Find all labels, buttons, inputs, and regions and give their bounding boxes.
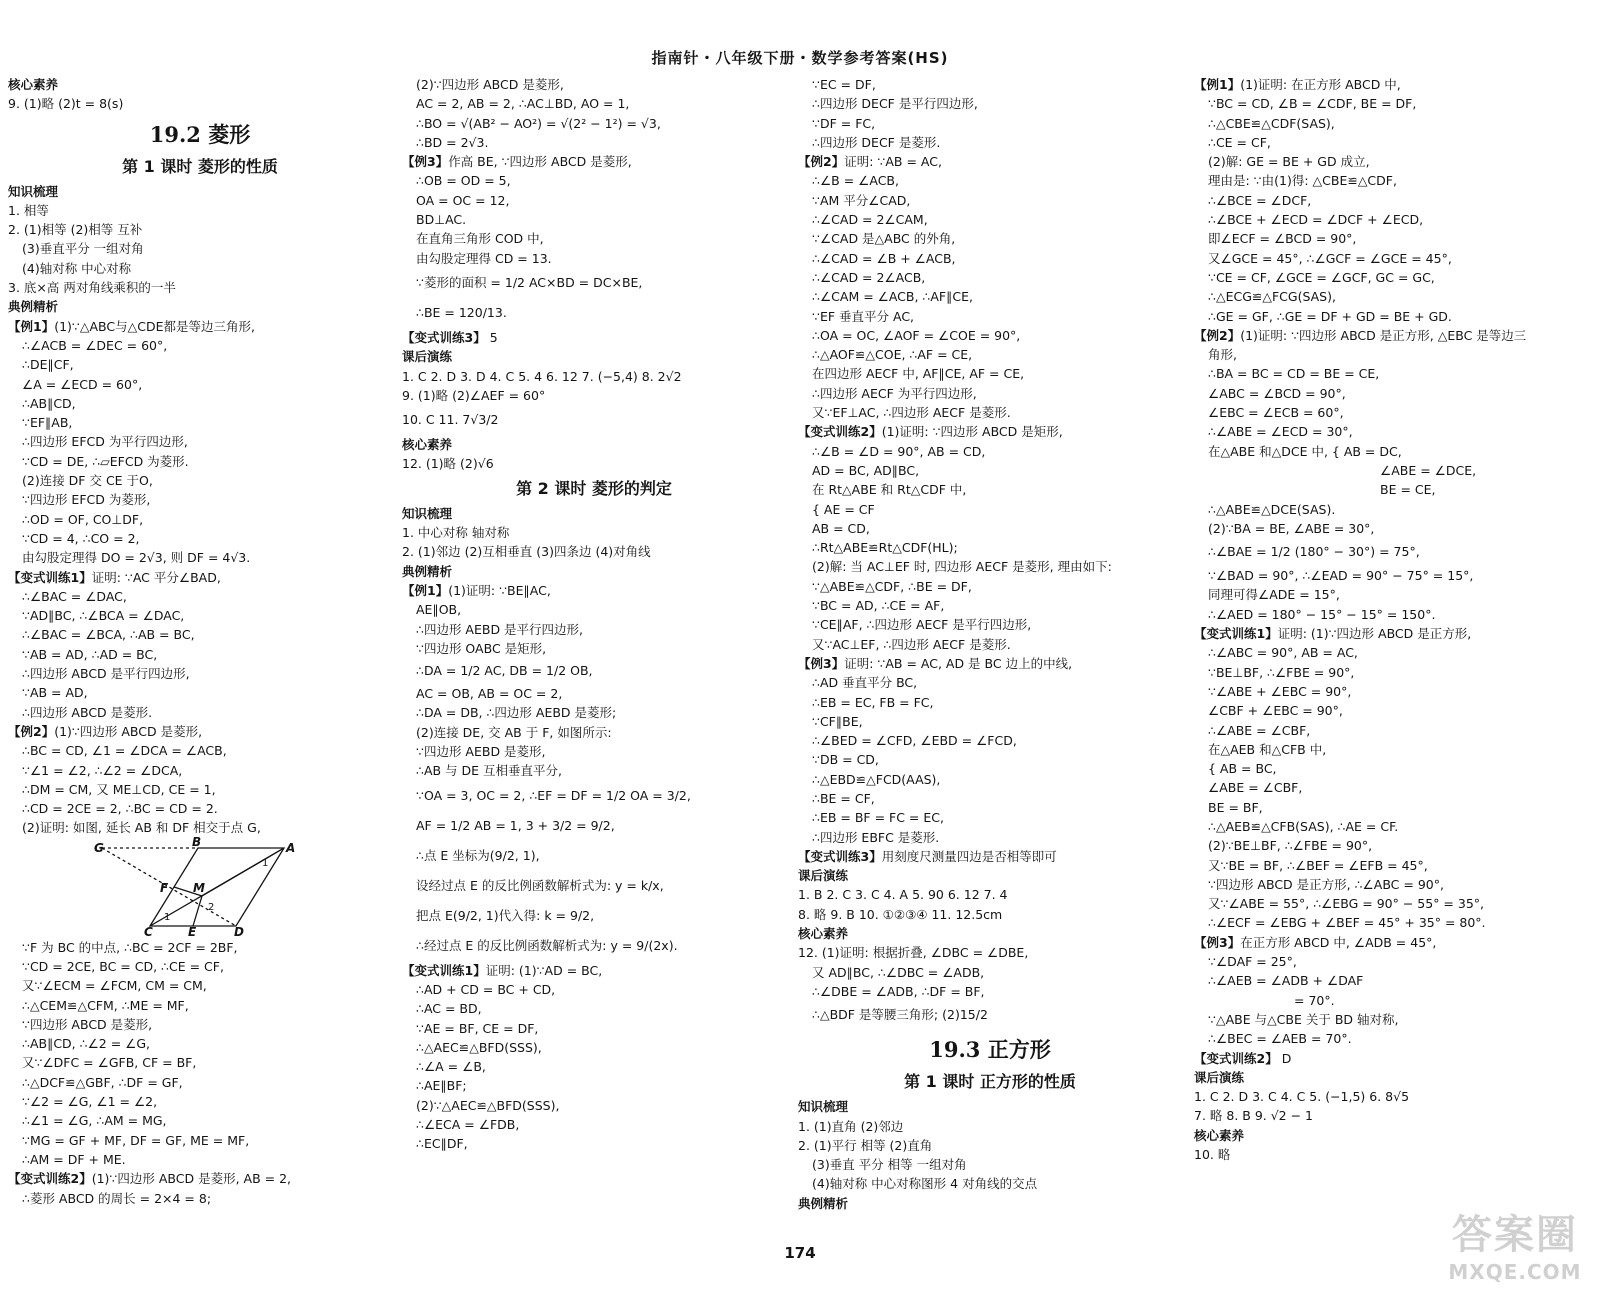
answer-line (8, 317, 392, 336)
answer-line: ∵四边形 EFCD 为菱形, (22, 492, 151, 508)
answer-line: 3. 底×高 两对角线乘积的一半 (8, 280, 176, 296)
answer-line: 12. (1)证明: 根据折叠, ∠DBC = ∠DBE, (798, 945, 1029, 961)
answer-line (8, 1169, 392, 1188)
answer-line: ∴∠ABE = ∠CBF, (1208, 722, 1311, 738)
answer-line: ∴AM = DF + ME. (22, 1151, 126, 1167)
line-text: 用刻度尺测量四边是否相等即可 (881, 848, 1057, 864)
answer-line: ∴△EBD≌△FCD(AAS), (812, 771, 941, 787)
answer-line: 1. B 2. C 3. C 4. A 5. 90 6. 12 7. 4 (798, 887, 1008, 903)
line-text: 证明: ∵AC 平分∠BAD, (91, 569, 221, 585)
page-number: 174 (784, 1244, 816, 1262)
answer-line (402, 961, 786, 980)
answer-line: 由勾股定理得 CD = 13. (416, 250, 552, 266)
column-3 (798, 75, 1182, 1235)
answer-line: 9. (1)略 (2)∠AEF = 60° (402, 387, 546, 403)
answer-line: ∵菱形的面积 = 1/2 AC×BD = DC×BE, (416, 274, 643, 290)
answer-line: ∴△DCF≌△GBF, ∴DF = GF, (22, 1074, 183, 1090)
answer-line: ∵CF∥BE, (812, 713, 863, 729)
answer-line: ∵CD = 2CE, BC = CD, ∴CE = CF, (22, 958, 224, 974)
answer-line: BE = CE, (1380, 482, 1436, 498)
answer-line: ∴△AEB≌△CFB(SAS), ∴AE = CF. (1208, 818, 1399, 834)
answer-line (1194, 326, 1578, 345)
answer-line: ∴AD + CD = BC + CD, (416, 981, 556, 997)
answer-line: ∵四边形 ABCD 是菱形, (22, 1016, 153, 1032)
lesson-title: 第 1 课时 菱形的性质 (122, 156, 278, 176)
answer-line: { AE = CF (812, 501, 875, 517)
example-tag: 【变式训练2】 (798, 424, 882, 440)
figure-label-b: B (192, 834, 202, 849)
answer-line: ∴BE = 120/13. (416, 304, 507, 320)
section-heading: 典例精析 (402, 563, 453, 579)
answer-line: ∴BA = BC = CD = BE = CE, (1208, 366, 1380, 382)
answer-line: ∴△CBE≌△CDF(SAS), (1208, 115, 1335, 131)
answer-line: (2)连接 DF 交 CE 于O, (22, 473, 153, 489)
answer-line: ∴OD = OF, CO⊥DF, (22, 511, 144, 527)
figure-label-e: E (188, 924, 197, 939)
watermark-url: MXQE.COM (1448, 1260, 1582, 1284)
answer-line: ∴△ECG≌△FCG(SAS), (1208, 289, 1336, 305)
answer-line: ∴AB∥CD, (22, 395, 76, 411)
answer-line: ∴BE = CF, (812, 790, 875, 806)
answer-line: 1. (1)直角 (2)邻边 (798, 1118, 904, 1134)
rhombus-figure (94, 834, 296, 939)
example-tag: 【例1】 (8, 318, 55, 334)
answer-line: ∴∠ECA = ∠FDB, (416, 1116, 520, 1132)
answer-line: ∵AE = BF, CE = DF, (416, 1020, 539, 1036)
watermark-logo-text: 答案圈 (1452, 1212, 1578, 1258)
answer-line: { AB = BC, (1208, 761, 1277, 777)
answer-line: ∴∠CAD = 2∠CAM, (812, 212, 928, 228)
answer-line: 角形, (1208, 347, 1237, 363)
lesson-title: 第 2 课时 菱形的判定 (516, 478, 672, 498)
answer-line: ∴△AOF≌△COE, ∴AF = CE, (812, 347, 973, 363)
line-text: (1)证明: ∵BE∥AC, (448, 582, 551, 598)
answer-line: ∴△ABE≌△DCE(SAS). (1208, 501, 1336, 517)
answer-line: ∵EF∥AB, (22, 415, 73, 431)
answer-line: ∴OB = OD = 5, (416, 173, 511, 189)
answer-line: ∴EB = BF = FC = EC, (812, 810, 944, 826)
answer-line: ∵CD = 4, ∴CO = 2, (22, 530, 140, 546)
example-tag: 【例1】 (402, 582, 449, 598)
section-heading: 课后演练 (1194, 1069, 1245, 1085)
answer-line: 12. (1)略 (2)√6 (402, 456, 494, 472)
answer-line: ∴△BDF 是等腰三角形; (2)15/2 (812, 1007, 988, 1023)
answer-line: 又∵EF⊥AC, ∴四边形 AECF 是菱形. (812, 405, 1011, 421)
line-text: (1)证明: ∵四边形 ABCD 是正方形, △EBC 是等边三 (1240, 327, 1527, 343)
answer-line: ∵四边形 ABCD 是正方形, ∴∠ABC = 90°, (1208, 876, 1444, 892)
answer-line: ∴∠A = ∠B, (416, 1059, 486, 1075)
answer-line: ∴CE = CF, (1208, 134, 1271, 150)
answer-line (1194, 1049, 1578, 1068)
answer-line: ∴经过点 E 的反比例函数解析式为: y = 9/(2x). (416, 937, 678, 953)
line-text: (1)证明: ∵四边形 ABCD 是矩形, (881, 424, 1063, 440)
line-text: 证明: (1)∵四边形 ABCD 是正方形, (1277, 626, 1472, 642)
answer-line: 1. C 2. D 3. C 4. C 5. (−1,5) 6. 8√5 (1194, 1089, 1410, 1105)
answer-line: ∴∠CAD = 2∠ACB, (812, 269, 926, 285)
answer-line: ∵∠DAF = 25°, (1208, 954, 1297, 970)
answer-line: ∵CD = DE, ∴▱EFCD 为菱形. (22, 453, 189, 469)
answer-line (402, 152, 786, 171)
example-tag: 【变式训练3】 (798, 848, 882, 864)
page-header: 指南针・八年级下册・数学参考答案(HS) (651, 49, 949, 67)
answer-line: ∵CE∥AF, ∴四边形 AECF 是平行四边形, (812, 617, 1032, 633)
answer-line: ∴DE∥CF, (22, 357, 74, 373)
answer-line: ∴∠ECF = ∠EBG + ∠BEF = 45° + 35° = 80°. (1208, 915, 1486, 931)
answer-line: ∵AD∥BC, ∴∠BCA = ∠DAC, (22, 608, 185, 624)
answer-line: 又∠GCE = 45°, ∴∠GCF = ∠GCE = 45°, (1208, 250, 1452, 266)
answer-line: ∵△ABE≌△CDF, ∴BE = DF, (812, 578, 972, 594)
answer-line: (2)解: GE = BE + GD 成立, (1208, 154, 1370, 170)
answer-line: ∴∠CAM = ∠ACB, ∴AF∥CE, (812, 289, 973, 305)
figure-label-g: G (94, 840, 104, 855)
answer-line: ∴Rt△ABE≌Rt△CDF(HL); (812, 540, 958, 556)
answer-line: ∵四边形 AEBD 是菱形, (416, 744, 546, 760)
answer-line (798, 422, 1182, 441)
answer-line: AF = 1/2 AB = 1, 3 + 3/2 = 9/2, (416, 817, 615, 833)
section-heading: 核心素养 (1194, 1127, 1245, 1143)
section-title: 19.2 菱形 (149, 121, 251, 147)
answer-line: ∴四边形 ABCD 是菱形. (22, 704, 153, 720)
answer-line (1194, 933, 1578, 952)
answer-line: ∴∠ACB = ∠DEC = 60°, (22, 337, 168, 353)
answer-line: 2. (1)邻边 (2)互相垂直 (3)四条边 (4)对角线 (402, 544, 651, 560)
answer-line: ∵CE = CF, ∠GCE = ∠GCF, GC = GC, (1208, 269, 1435, 285)
answer-line: 又∵∠ECM = ∠FCM, CM = CM, (22, 978, 207, 994)
line-text: 5 (489, 329, 498, 345)
answer-line: 设经过点 E 的反比例函数解析式为: y = k/x, (416, 877, 664, 893)
answer-line: = 70°. (1294, 992, 1335, 1008)
answer-line: ∵OA = 3, OC = 2, ∴EF = DF = 1/2 OA = 3/2, (416, 787, 691, 803)
answer-line: ∵四边形 OABC 是矩形, (416, 640, 547, 656)
answer-line: ∠A = ∠ECD = 60°, (22, 376, 143, 392)
answer-line: ∴∠ABC = 90°, AB = AC, (1208, 645, 1358, 661)
answer-line: ∴∠BEC = ∠AEB = 70°. (1208, 1031, 1352, 1047)
section-heading: 知识梳理 (8, 183, 59, 199)
answer-line: ∴△AEC≌△BFD(SSS), (416, 1039, 542, 1055)
answer-line: (2)连接 DE, 交 AB 于 F, 如图所示: (416, 724, 612, 740)
answer-line: ∴BD = 2√3. (416, 134, 489, 150)
answer-line: 8. 略 9. B 10. ①②③④ 11. 12.5cm (798, 906, 1003, 922)
example-tag: 【变式训练1】 (402, 962, 486, 978)
answer-line: 又∵BE = BF, ∴∠BEF = ∠EFB = 45°, (1208, 857, 1428, 873)
answer-line: ∴∠BCE + ∠ECD = ∠DCF + ∠ECD, (1208, 212, 1424, 228)
answer-line: ∴四边形 DECF 是平行四边形, (812, 96, 978, 112)
answer-line: 7. 略 8. B 9. √2 − 1 (1194, 1108, 1314, 1124)
line-text: 证明: (1)∵AD = BC, (485, 962, 603, 978)
example-tag: 【例3】 (1194, 934, 1241, 950)
example-tag: 【例3】 (402, 154, 449, 170)
answer-line (402, 581, 786, 600)
answer-line: ∵EC = DF, (812, 77, 876, 92)
answer-line: ∴AD 垂直平分 BC, (812, 675, 918, 691)
answer-line: ∴∠CAD = ∠B + ∠ACB, (812, 250, 956, 266)
line-text: (1)∵△ABC与△CDE都是等边三角形, (54, 318, 255, 334)
answer-line: ∵∠BAD = 90°, ∴∠EAD = 90° − 75° = 15°, (1208, 568, 1474, 584)
answer-line: (3)垂直平分 一组对角 (22, 241, 144, 257)
answer-line: ∴∠BCE = ∠DCF, (1208, 192, 1312, 208)
answer-line: ∠EBC = ∠ECB = 60°, (1208, 405, 1344, 421)
answer-line: 在△ABE 和△DCE 中, { AB = DC, (1208, 443, 1402, 459)
answer-line: 10. C 11. 7√3/2 (402, 412, 499, 428)
answer-line: ∴∠BAC = ∠DAC, (22, 588, 127, 604)
column-4 (1194, 75, 1578, 1235)
answer-line: 又∵AC⊥EF, ∴四边形 AECF 是菱形. (812, 636, 1011, 652)
figure-label-m: M (193, 880, 205, 895)
example-tag: 【变式训练2】 (8, 1171, 92, 1187)
line-text: (1)∵四边形 ABCD 是菱形, (54, 723, 203, 739)
answer-line: ∴四边形 EBFC 是菱形. (812, 829, 940, 845)
answer-line: ∴∠B = ∠ACB, (812, 173, 899, 189)
answer-line: 1. 中心对称 轴对称 (402, 525, 510, 541)
answer-line: ∴四边形 EFCD 为平行四边形, (22, 434, 188, 450)
example-tag: 【变式训练1】 (8, 569, 92, 585)
answer-line: (2)∵△AEC≌△BFD(SSS), (416, 1097, 560, 1113)
answer-line: ∵DF = FC, (812, 115, 876, 131)
lesson-title: 第 1 课时 正方形的性质 (904, 1072, 1076, 1092)
answer-line: (2)∵BE⊥BF, ∴∠FBE = 90°, (1208, 838, 1373, 854)
answer-line: ∴AC = BD, (416, 1001, 482, 1017)
answer-line: (2)证明: 如图, 延长 AB 和 DF 相交于点 G, (22, 820, 261, 836)
answer-line: ∴四边形 AECF 为平行四边形, (812, 385, 977, 401)
segment-a-m (202, 848, 284, 896)
answer-line: 1. 相等 (8, 202, 49, 218)
answer-line: ∴∠AED = 180° − 15° − 15° = 150°. (1208, 606, 1436, 622)
section-heading: 典例精析 (798, 1195, 849, 1211)
answer-line: (3)垂直 平分 相等 一组对角 (812, 1157, 967, 1173)
answer-line: ∵DB = CD, (812, 752, 879, 768)
answer-line: ∵F 为 BC 的中点, ∴BC = 2CF = 2BF, (22, 939, 238, 955)
example-tag: 【变式训练1】 (1194, 626, 1278, 642)
answer-line: ∴DA = 1/2 AC, DB = 1/2 OB, (416, 663, 593, 679)
answer-line: ∵BE⊥BF, ∴∠FBE = 90°, (1208, 664, 1355, 680)
answer-line: ∵∠2 = ∠G, ∠1 = ∠2, (22, 1094, 158, 1110)
section-heading: 核心素养 (402, 437, 453, 453)
example-tag: 【例2】 (798, 154, 845, 170)
answer-line: (2)∵BA = BE, ∠ABE = 30°, (1208, 520, 1375, 536)
answer-line: 在△AEB 和△CFB 中, (1208, 741, 1327, 757)
answer-line: 在直角三角形 COD 中, (416, 231, 544, 247)
line-text: 证明: ∵AB = AC, (844, 154, 942, 170)
answer-line: 1. C 2. D 3. D 4. C 5. 4 6. 12 7. (−5,4) 8. 2√2 (402, 368, 682, 384)
example-tag: 【变式训练2】 (1194, 1050, 1278, 1066)
answer-line: ∴∠BAE = 1/2 (180° − 30°) = 75°, (1208, 544, 1420, 560)
answer-line: BE = BF, (1208, 799, 1263, 815)
answer-line: ∴AB 与 DE 互相垂直平分, (416, 763, 562, 779)
answer-line: ∴∠ABE = ∠ECD = 30°, (1208, 424, 1353, 440)
section-title: 19.3 正方形 (929, 1037, 1051, 1063)
answer-line: AB = CD, (812, 520, 870, 536)
section-heading: 核心素养 (798, 926, 849, 942)
angle-label-1: 1 (262, 857, 269, 869)
answer-line (798, 847, 1182, 866)
line-text: 在正方形 ABCD 中, ∠ADB = 45°, (1240, 934, 1437, 950)
watermark-logo (1440, 1210, 1590, 1288)
answer-line: (2)∵四边形 ABCD 是菱形, (416, 77, 564, 92)
answer-line: ∴点 E 坐标为(9/2, 1), (416, 847, 540, 863)
answer-line: ∴AB∥CD, ∴∠2 = ∠G, (22, 1036, 151, 1052)
answer-line: BD⊥AC. (416, 212, 467, 228)
answer-line: ∵∠ABE + ∠EBC = 90°, (1208, 683, 1352, 699)
answer-line: ∵MG = GF + MF, DF = GF, ME = MF, (22, 1132, 250, 1148)
answer-line (798, 654, 1182, 673)
answer-line: ∴∠AEB = ∠ADB + ∠DAF (1208, 973, 1364, 989)
answer-line: ∴菱形 ABCD 的周长 = 2×4 = 8; (22, 1190, 212, 1206)
answer-line: ∵EF 垂直平分 AC, (812, 308, 915, 324)
answer-line: 又∵∠DFC = ∠GFB, CF = BF, (22, 1055, 197, 1071)
answer-line (8, 568, 392, 587)
column-1 (8, 75, 392, 1235)
answer-line: AD = BC, AD∥BC, (812, 462, 920, 478)
answer-line: AC = 2, AB = 2, ∴AC⊥BD, AO = 1, (416, 96, 630, 112)
answer-line: ∵△ABE 与△CBE 关于 BD 轴对称, (1208, 1011, 1399, 1027)
example-tag: 【例3】 (798, 655, 845, 671)
example-tag: 【例2】 (8, 723, 55, 739)
answer-line: ∵∠CAD 是△ABC 的外角, (812, 231, 956, 247)
example-tag: 【例2】 (1194, 327, 1241, 343)
angle-label-1: 1 (164, 911, 171, 923)
answer-line: 理由是: ∵由(1)得: △CBE≌△CDF, (1208, 173, 1397, 189)
answer-line: ∴∠DBE = ∠ADB, ∴DF = BF, (812, 983, 985, 999)
answer-line: 10. 略 (1194, 1147, 1231, 1163)
answer-line: 9. (1)略 (2)t = 8(s) (8, 96, 124, 112)
answer-line: ∵AB = AD, (22, 685, 88, 701)
answer-line: ∵BC = AD, ∴CE = AF, (812, 598, 945, 614)
answer-line: ∴△CEM≌△CFM, ∴ME = MF, (22, 997, 189, 1013)
answer-line: ∴∠B = ∠D = 90°, AB = CD, (812, 443, 986, 459)
angle-label-2: 2 (208, 901, 215, 913)
answer-line: ∴EB = EC, FB = FC, (812, 694, 934, 710)
answer-line: (4)轴对称 中心对称 (22, 260, 132, 276)
line-text: 作高 BE, ∵四边形 ABCD 是菱形, (448, 154, 632, 170)
answer-line (1194, 624, 1578, 643)
answer-line: 由勾股定理得 DO = 2√3, 则 DF = 4√3. (22, 550, 251, 566)
section-heading: 典例精析 (8, 299, 59, 315)
figure-label-f: F (160, 880, 169, 895)
answer-line (8, 722, 392, 741)
answer-line: 在四边形 AECF 中, AF∥CE, AF = CE, (812, 366, 1025, 382)
example-tag: 【例1】 (1194, 77, 1241, 92)
section-heading: 核心素养 (8, 77, 59, 92)
answer-line: ∵∠1 = ∠2, ∴∠2 = ∠DCA, (22, 762, 183, 778)
line-text: 证明: ∵AB = AC, AD 是 BC 边上的中线, (844, 655, 1073, 671)
answer-line: (4)轴对称 中心对称图形 4 对角线的交点 (812, 1176, 1038, 1192)
answer-line: (2)解: 当 AC⊥EF 时, 四边形 AECF 是菱形, 理由如下: (812, 559, 1112, 575)
answer-line: ∴DA = DB, ∴四边形 AEBD 是菱形; (416, 705, 617, 721)
answer-line: ∴∠1 = ∠G, ∴AM = MG, (22, 1113, 167, 1129)
answer-line (402, 328, 786, 347)
answer-line: 即∠ECF = ∠BCD = 90°, (1208, 231, 1357, 247)
line-text: (1)证明: 在正方形 ABCD 中, (1240, 77, 1401, 92)
section-heading: 课后演练 (402, 349, 453, 365)
answer-line: ∴四边形 DECF 是菱形. (812, 134, 941, 150)
answer-line: ∴CD = 2CE = 2, ∴BC = CD = 2. (22, 801, 218, 817)
answer-line: ∠ABE = ∠CBF, (1208, 780, 1303, 796)
answer-line: ∴BC = CD, ∠1 = ∠DCA = ∠ACB, (22, 743, 227, 759)
answer-line: AC = OB, AB = OC = 2, (416, 686, 563, 702)
example-tag: 【变式训练3】 (402, 329, 486, 345)
answer-line: ∠CBF + ∠EBC = 90°, (1208, 703, 1343, 719)
section-heading: 知识梳理 (402, 505, 453, 521)
answer-line: ∴EC∥DF, (416, 1136, 468, 1152)
line-text: D (1281, 1050, 1292, 1066)
answer-line: OA = OC = 12, (416, 192, 510, 208)
answer-line: ∵BC = CD, ∠B = ∠CDF, BE = DF, (1208, 96, 1417, 112)
answer-line: 把点 E(9/2, 1)代入得: k = 9/2, (416, 907, 595, 923)
answer-line: 同理可得∠ADE = 15°, (1208, 587, 1340, 603)
answer-line: ∴四边形 AEBD 是平行四边形, (416, 621, 584, 637)
answer-line: ∴∠BAC = ∠BCA, ∴AB = BC, (22, 627, 195, 643)
answer-line: ∴DM = CM, 又 ME⊥CD, CE = 1, (22, 781, 216, 797)
figure-label-a: A (286, 840, 296, 855)
answer-line: ∴BO = √(AB² − AO²) = √(2² − 1²) = √3, (416, 115, 661, 131)
answer-line: 在 Rt△ABE 和 Rt△CDF 中, (812, 482, 967, 498)
answer-line: ∴∠BED = ∠CFD, ∠EBD = ∠FCD, (812, 733, 1017, 749)
section-heading: 课后演练 (798, 868, 849, 884)
answer-line: ∴四边形 ABCD 是平行四边形, (22, 666, 190, 682)
column-2 (402, 75, 786, 1235)
answer-line (1194, 75, 1578, 94)
answer-line: 2. (1)平行 相等 (2)直角 (798, 1137, 933, 1153)
figure-label-c: C (144, 924, 153, 939)
answer-line: AE∥OB, (416, 602, 462, 618)
section-heading: 知识梳理 (798, 1099, 849, 1115)
answer-line: ∵AB = AD, ∴AD = BC, (22, 646, 158, 662)
answer-line: ∠ABE = ∠DCE, (1380, 462, 1477, 478)
answer-line: ∵AM 平分∠CAD, (812, 192, 911, 208)
line-text: (1)∵四边形 ABCD 是菱形, AB = 2, (91, 1171, 291, 1187)
answer-line: ∠ABC = ∠BCD = 90°, (1208, 385, 1346, 401)
answer-line: ∴OA = OC, ∠AOF = ∠COE = 90°, (812, 327, 1021, 343)
figure-label-d: D (234, 924, 244, 939)
answer-line: ∴AE∥BF; (416, 1078, 467, 1094)
answer-line: 又∵∠ABE = 55°, ∴∠EBG = 90° − 55° = 35°, (1208, 896, 1485, 912)
answer-line: 2. (1)相等 (2)相等 互补 (8, 222, 143, 238)
answer-line (798, 152, 1182, 171)
answer-line: 又 AD∥BC, ∴∠DBC = ∠ADB, (812, 964, 985, 980)
answer-line: ∴GE = GF, ∴GE = DF + GD = BE + GD. (1208, 308, 1452, 324)
